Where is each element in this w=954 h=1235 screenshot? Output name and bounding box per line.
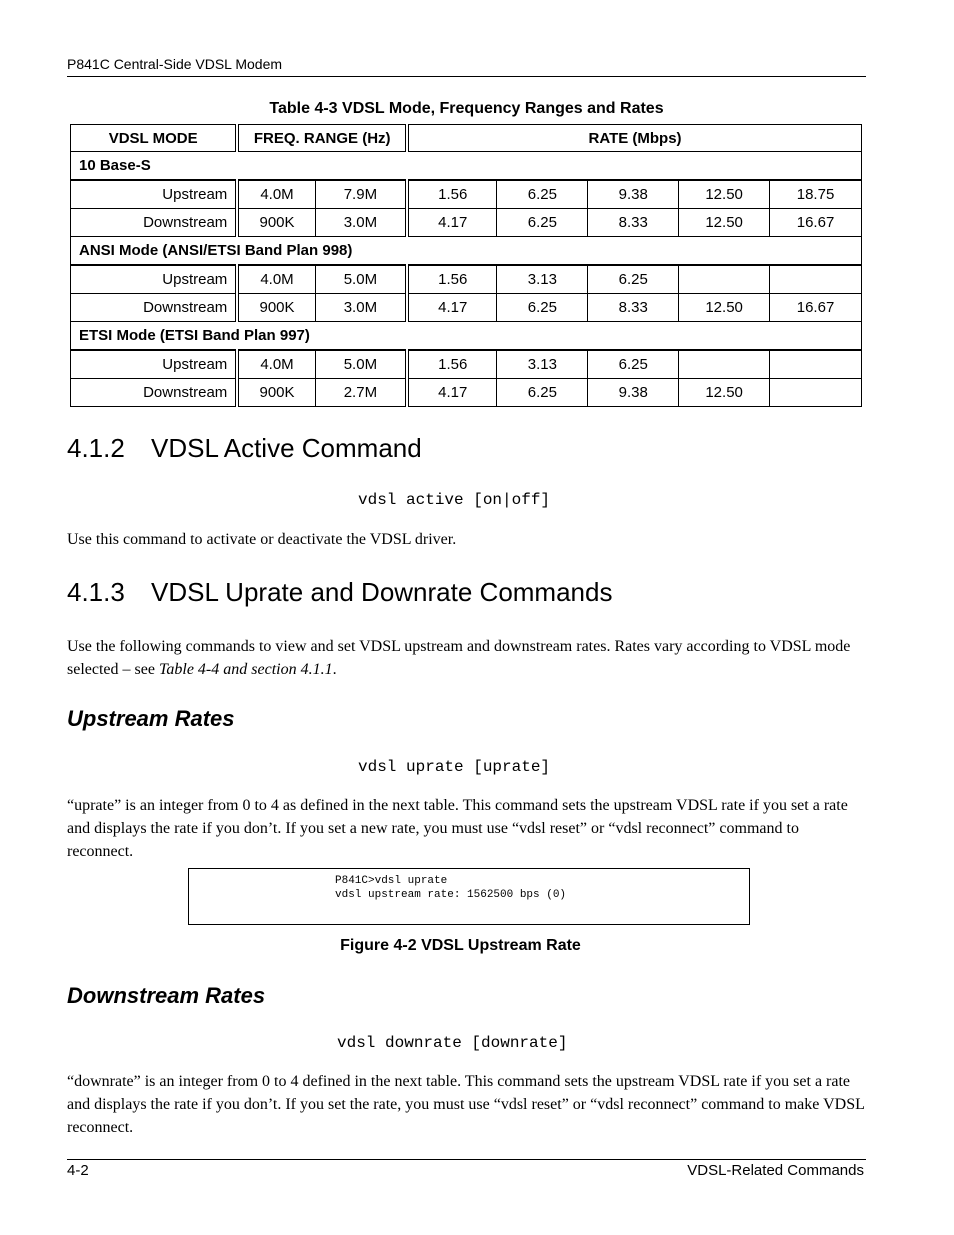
rate-cell: 12.50 — [679, 379, 770, 407]
rate-cell: 8.33 — [588, 294, 679, 322]
rate-cell: 6.25 — [588, 265, 679, 294]
page-number: 4-2 — [67, 1162, 89, 1179]
rate-cell: 6.25 — [497, 209, 588, 237]
table-section-row — [71, 152, 862, 181]
console-line: P841C>vdsl uprate — [335, 875, 448, 887]
freq-high-cell: 5.0M — [315, 265, 407, 294]
paragraph — [67, 635, 867, 681]
rate-cell: 6.25 — [497, 294, 588, 322]
rate-cell: 1.56 — [407, 180, 497, 209]
rate-cell: 12.50 — [679, 180, 770, 209]
command-syntax: vdsl active [on|off] — [358, 491, 551, 509]
freq-low-cell: 4.0M — [237, 265, 315, 294]
header-rate: RATE (Mbps) — [407, 125, 861, 152]
section-heading-4-1-3 — [67, 577, 612, 608]
rate-cell — [770, 265, 862, 294]
section-title: ANSI Mode (ANSI/ETSI Band Plan 998) — [71, 237, 862, 266]
rate-cell: 9.38 — [588, 379, 679, 407]
rate-cell: 4.17 — [407, 209, 497, 237]
header-mode: VDSL MODE — [71, 125, 238, 152]
rate-cell: 1.56 — [407, 350, 497, 379]
table-row — [71, 350, 862, 379]
table-section-row — [71, 322, 862, 351]
rate-cell: 3.13 — [497, 350, 588, 379]
table-caption: Table 4-3 VDSL Mode, Frequency Ranges and Rates — [269, 100, 664, 117]
section-title: ETSI Mode (ETSI Band Plan 997) — [71, 322, 862, 351]
rate-cell — [679, 265, 770, 294]
rate-cell: 9.38 — [588, 180, 679, 209]
rate-cell: 12.50 — [679, 294, 770, 322]
rate-cell: 8.33 — [588, 209, 679, 237]
rate-cell: 18.75 — [770, 180, 862, 209]
table-row — [71, 180, 862, 209]
paragraph-text: . — [332, 661, 337, 678]
paragraph-text: Use the following commands to view and set VDSL upstream and downstream rates. Rates vary according to VDSL mode selected – see — [67, 638, 851, 678]
paragraph: “downrate” is an integer from 0 to 4 defined in the next table. This command sets the upstream VDSL rate if you set a rate and displays the rate if you don’t. If you set the rate, you must use “vdsl reset” or “vdsl reconnect” command to make VDSL reconnect. — [67, 1073, 865, 1136]
console-screenshot — [188, 868, 750, 925]
section-number: 4.1.3 — [67, 577, 125, 607]
table-row — [71, 209, 862, 237]
rate-cell: 4.17 — [407, 379, 497, 407]
rate-cell — [770, 379, 862, 407]
freq-low-cell: 4.0M — [237, 180, 315, 209]
subheading-upstream: Upstream Rates — [67, 706, 235, 731]
freq-low-cell: 900K — [237, 294, 315, 322]
table-header-row — [71, 125, 862, 152]
section-title: VDSL Active Command — [151, 433, 422, 463]
table-row — [71, 379, 862, 407]
section-heading-4-1-2 — [67, 433, 422, 464]
cross-reference: Table 4-4 and section 4.1.1 — [158, 661, 333, 678]
direction-cell: Upstream — [71, 350, 238, 379]
rate-cell: 3.13 — [497, 265, 588, 294]
rate-cell: 6.25 — [588, 350, 679, 379]
chapter-name: VDSL-Related Commands — [687, 1162, 864, 1179]
section-number: 4.1.2 — [67, 433, 125, 463]
direction-cell: Upstream — [71, 265, 238, 294]
table-row — [71, 294, 862, 322]
freq-high-cell: 2.7M — [315, 379, 407, 407]
rate-cell — [679, 350, 770, 379]
direction-cell: Downstream — [71, 294, 238, 322]
table-section-row — [71, 237, 862, 266]
rate-cell: 16.67 — [770, 209, 862, 237]
rate-cell: 6.25 — [497, 379, 588, 407]
console-line: vdsl upstream rate: 1562500 bps (0) — [335, 889, 567, 901]
freq-high-cell: 3.0M — [315, 209, 407, 237]
command-syntax: vdsl downrate [downrate] — [337, 1034, 568, 1052]
table-row — [71, 265, 862, 294]
direction-cell: Downstream — [71, 209, 238, 237]
rate-cell — [770, 350, 862, 379]
direction-cell: Upstream — [71, 180, 238, 209]
paragraph: “uprate” is an integer from 0 to 4 as defined in the next table. This command sets the upstream VDSL rate if you set a rate and displays the rate if you don’t. If you set a new rate, you must use “vdsl reset” or “vdsl reconnect” command to reconnect. — [67, 797, 848, 860]
paragraph: Use this command to activate or deactivate the VDSL driver. — [67, 531, 457, 548]
section-title: 10 Base-S — [71, 152, 862, 181]
freq-high-cell: 3.0M — [315, 294, 407, 322]
section-title: VDSL Uprate and Downrate Commands — [151, 577, 613, 607]
freq-high-cell: 5.0M — [315, 350, 407, 379]
header-title: P841C Central-Side VDSL Modem — [67, 56, 283, 72]
freq-low-cell: 900K — [237, 209, 315, 237]
rate-cell: 6.25 — [497, 180, 588, 209]
direction-cell: Downstream — [71, 379, 238, 407]
freq-high-cell: 7.9M — [315, 180, 407, 209]
subheading-downstream: Downstream Rates — [67, 983, 266, 1008]
rate-cell: 12.50 — [679, 209, 770, 237]
command-syntax: vdsl uprate [uprate] — [358, 758, 551, 776]
freq-low-cell: 900K — [237, 379, 315, 407]
rate-cell: 1.56 — [407, 265, 497, 294]
page-header — [67, 56, 866, 77]
rate-cell: 16.67 — [770, 294, 862, 322]
figure-caption: Figure 4-2 VDSL Upstream Rate — [340, 937, 581, 954]
page-footer — [67, 1159, 866, 1179]
header-freq: FREQ. RANGE (Hz) — [237, 125, 407, 152]
rate-cell: 4.17 — [407, 294, 497, 322]
rates-table — [70, 124, 862, 407]
freq-low-cell: 4.0M — [237, 350, 315, 379]
